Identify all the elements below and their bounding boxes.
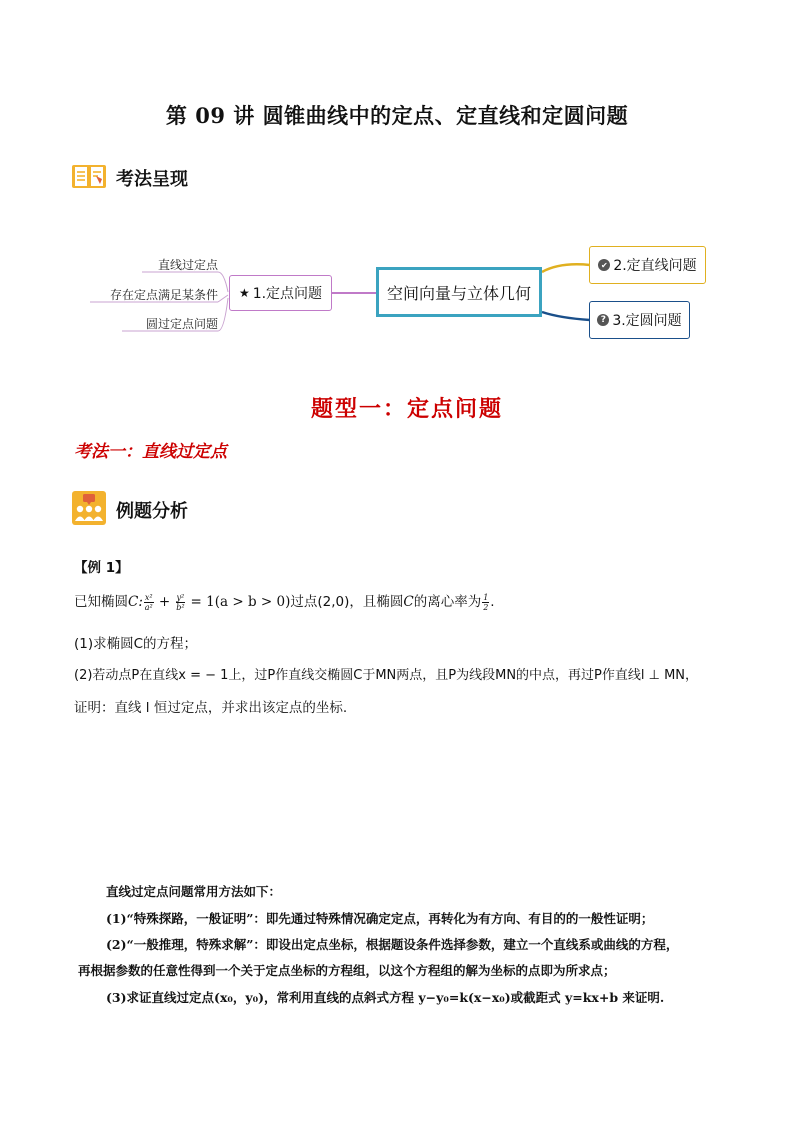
example-section-header <box>72 491 188 529</box>
exam-section-label: 考法呈现 <box>116 169 188 190</box>
stem-eq: = 1(a > b > 0) <box>186 594 291 610</box>
example-section-label: 例题分析 <box>116 501 188 522</box>
method-one-title: 考法一：直线过定点 <box>74 442 227 462</box>
mindmap-branch-fixed-point-label: 1.定点问题 <box>252 286 323 302</box>
mindmap-branch-fixed-point <box>229 275 332 311</box>
mindmap-leaf-line-fixed-point: 直线过定点 <box>157 258 218 272</box>
stem-c2: C <box>403 594 414 610</box>
mindmap <box>0 0 794 380</box>
page-title: 第 09 讲 圆锥曲线中的定点、定直线和定圆问题 <box>165 103 629 128</box>
mindmap-center-label: 空间向量与立体几何 <box>386 283 531 303</box>
type-one-title: 题型一：定点问题 <box>310 396 503 422</box>
discussion-people-icon <box>72 491 106 529</box>
stem-end: 的离心率为 <box>413 594 482 610</box>
example-question-2-line-2: 证明：直线 l 恒过定点，并求出该定点的坐标. <box>74 700 348 716</box>
stem-period: . <box>490 594 495 610</box>
stem-mid: 过点(2,0)，且椭圆 <box>290 594 404 610</box>
mindmap-leaf-circle-point: 圆过定点问题 <box>145 317 218 331</box>
tips-item-2-line-2: 再根据参数的任意性得到一个关于定点坐标的方程组，以这个方程组的解为坐标的点即为所求点； <box>78 963 616 978</box>
mindmap-branch-fixed-circle <box>589 301 690 339</box>
stem-ellipse-c: C: <box>128 594 143 610</box>
tips-item-3: (3)求证直线过定点(x₀，y₀)，常利用直线的点斜式方程 y−y₀=k(x−x₀)或截距式 y=kx+b 来证明. <box>106 990 665 1005</box>
example-stem <box>74 590 495 614</box>
question-circle-icon: ? <box>597 314 609 326</box>
stem-frac-y: $\frac{\text{y²}}{\text{b²}}$ <box>176 592 185 612</box>
mindmap-leaf-exist-point: 存在定点满足某条件 <box>109 288 218 302</box>
mindmap-branch-fixed-line <box>589 246 706 284</box>
mindmap-branch-fixed-line-label: 2.定直线问题 <box>613 258 697 274</box>
example-tag: 【例 1】 <box>74 560 129 576</box>
stem-frac-half: $\frac{1}{2}$ <box>483 592 489 612</box>
stem-frac-x: $\frac{\text{x²}}{\text{a²}}$ <box>144 592 153 612</box>
stem-prefix: 已知椭圆 <box>74 594 128 610</box>
mindmap-center-node <box>376 267 542 317</box>
example-question-1: (1)求椭圆C的方程； <box>74 636 198 652</box>
stem-plus: + <box>154 594 175 610</box>
check-circle-icon: ✔ <box>598 259 610 271</box>
mindmap-branch-fixed-circle-label: 3.定圆问题 <box>612 313 682 329</box>
star-icon: ★ <box>238 286 250 300</box>
example-question-2-line-1: (2)若动点P在直线x = − 1上，过P作直线交椭圆C于MN两点，且P为线段MN的中点，再过P作直线l ⊥ MN， <box>74 668 699 683</box>
tips-item-2-line-1: (2)“一般推理，特殊求解”：即设出定点坐标，根据题设条件选择参数，建立一个直线系或曲线的方程， <box>106 937 679 952</box>
tips-intro: 直线过定点问题常用方法如下： <box>106 884 282 899</box>
tips-item-1: (1)“特殊探路，一般证明”：即先通过特殊情况确定定点，再转化为有方向、有目的的一般性证明； <box>106 911 654 926</box>
